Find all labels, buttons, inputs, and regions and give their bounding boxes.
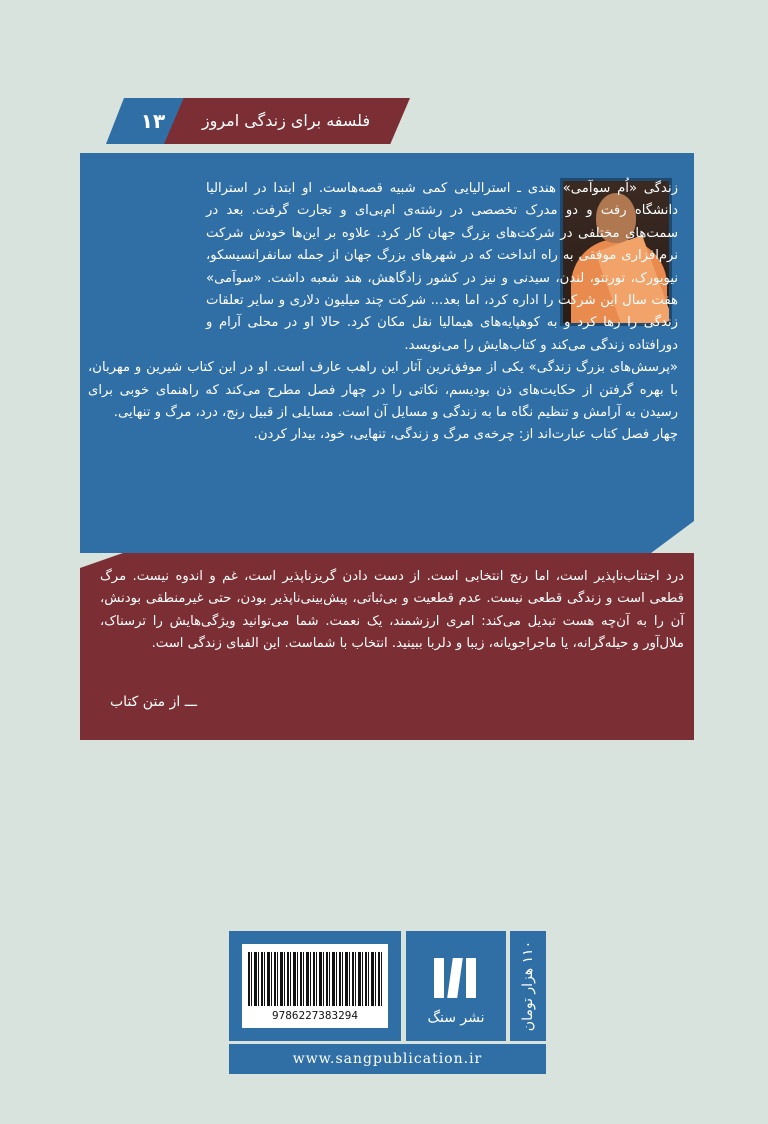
series-title: فلسفه برای زندگی امروز [201, 111, 371, 130]
price-label: ۱۱۰ هزار تومان [520, 940, 536, 1032]
about-paragraph-3: چهار فصل کتاب عبارت‌اند از: چرخه‌ی مرگ و زندگی، تنهایی، خود، بیدار کردن. [253, 427, 678, 443]
quote-body: درد اجتناب‌ناپذیر است، اما رنج انتخابی است. از دست دادن گریزناپذیر است، غم و اندوه نیست. مرگ قطعی است و زندگی قطعی نیست. عدم قطعیت و بی‌ثباتی، پیش‌بینی‌ناپذیر بودن، حتی غیرمنطقی بودنش، آن را به آن‌چه هست تبدیل می‌کند: امری ارزشمند، یک نعمت. شما می‌توانید ویژگی‌هایش را ترسناک، ملال‌آور و حیله‌گرانه، یا ماجراجویانه، زیبا و دلربا ببینید. انتخاب با شماست. این الفبای زندگی است. [100, 569, 684, 652]
about-text [88, 178, 678, 447]
publisher-logo-icon [432, 958, 480, 998]
about-paragraph-2: «پرسش‌های بزرگ زندگی» یکی از موفق‌ترین آثار این راهب عارف است. او در این کتاب شیرین و مهربان، با بهره گرفتن از حکایت‌های ذن بودیسم، نکاتی را در چهار فصل مطرح می‌کند که راهنمای خوبی برای رسیدن به آرامش و تنظیم نگاه ما به زندگی و مسایل آن است. مسایلی از قبیل رنج، درد، مرگ و تنهایی. [88, 360, 678, 421]
publisher-url[interactable]: www.sangpublication.ir [229, 1044, 546, 1074]
about-paragraph-1: زندگی «اُم سوآمی» هندی ـ استرالیایی کمی شبیه قصه‌هاست. او ابتدا در استرالیا دانشگاه رفت و دو مدرک تخصصی در رشته‌ی ام‌بی‌ای و تجارت گرفت. بعد در سمت‌های مختلفی در شرکت‌های بزرگ جهان کار کرد. علاوه بر این‌ها خودش شرکت نرم‌افزاری موفقی به راه انداخت که در شهرهای بزرگ جهان از جمله سانفرانسیسکو، نیویورک، تورنتو، لندن، سیدنی و نیز در کشور زادگاهش، هند شعبه داشت. «سوآمی» هفت سال این شرکت را اداره کرد، اما بعد... شرکت چند میلیون دلاری و سایر تعلقات زندگی را رها کرد و به کوهپایه‌های هیمالیا نقل مکان کرد. حالا او در محلی آرام و دورافتاده زندگی می‌کند و کتاب‌هایش را می‌نویسد. [206, 181, 678, 353]
quote-source: ـــ از متن کتاب [110, 694, 198, 710]
barcode-icon [248, 952, 382, 1006]
series-number: ۱۳ [140, 109, 166, 133]
publisher-name: نشر سنگ [427, 1010, 485, 1026]
isbn-number: 9786227383294 [271, 1009, 359, 1022]
quote-text [100, 566, 684, 656]
